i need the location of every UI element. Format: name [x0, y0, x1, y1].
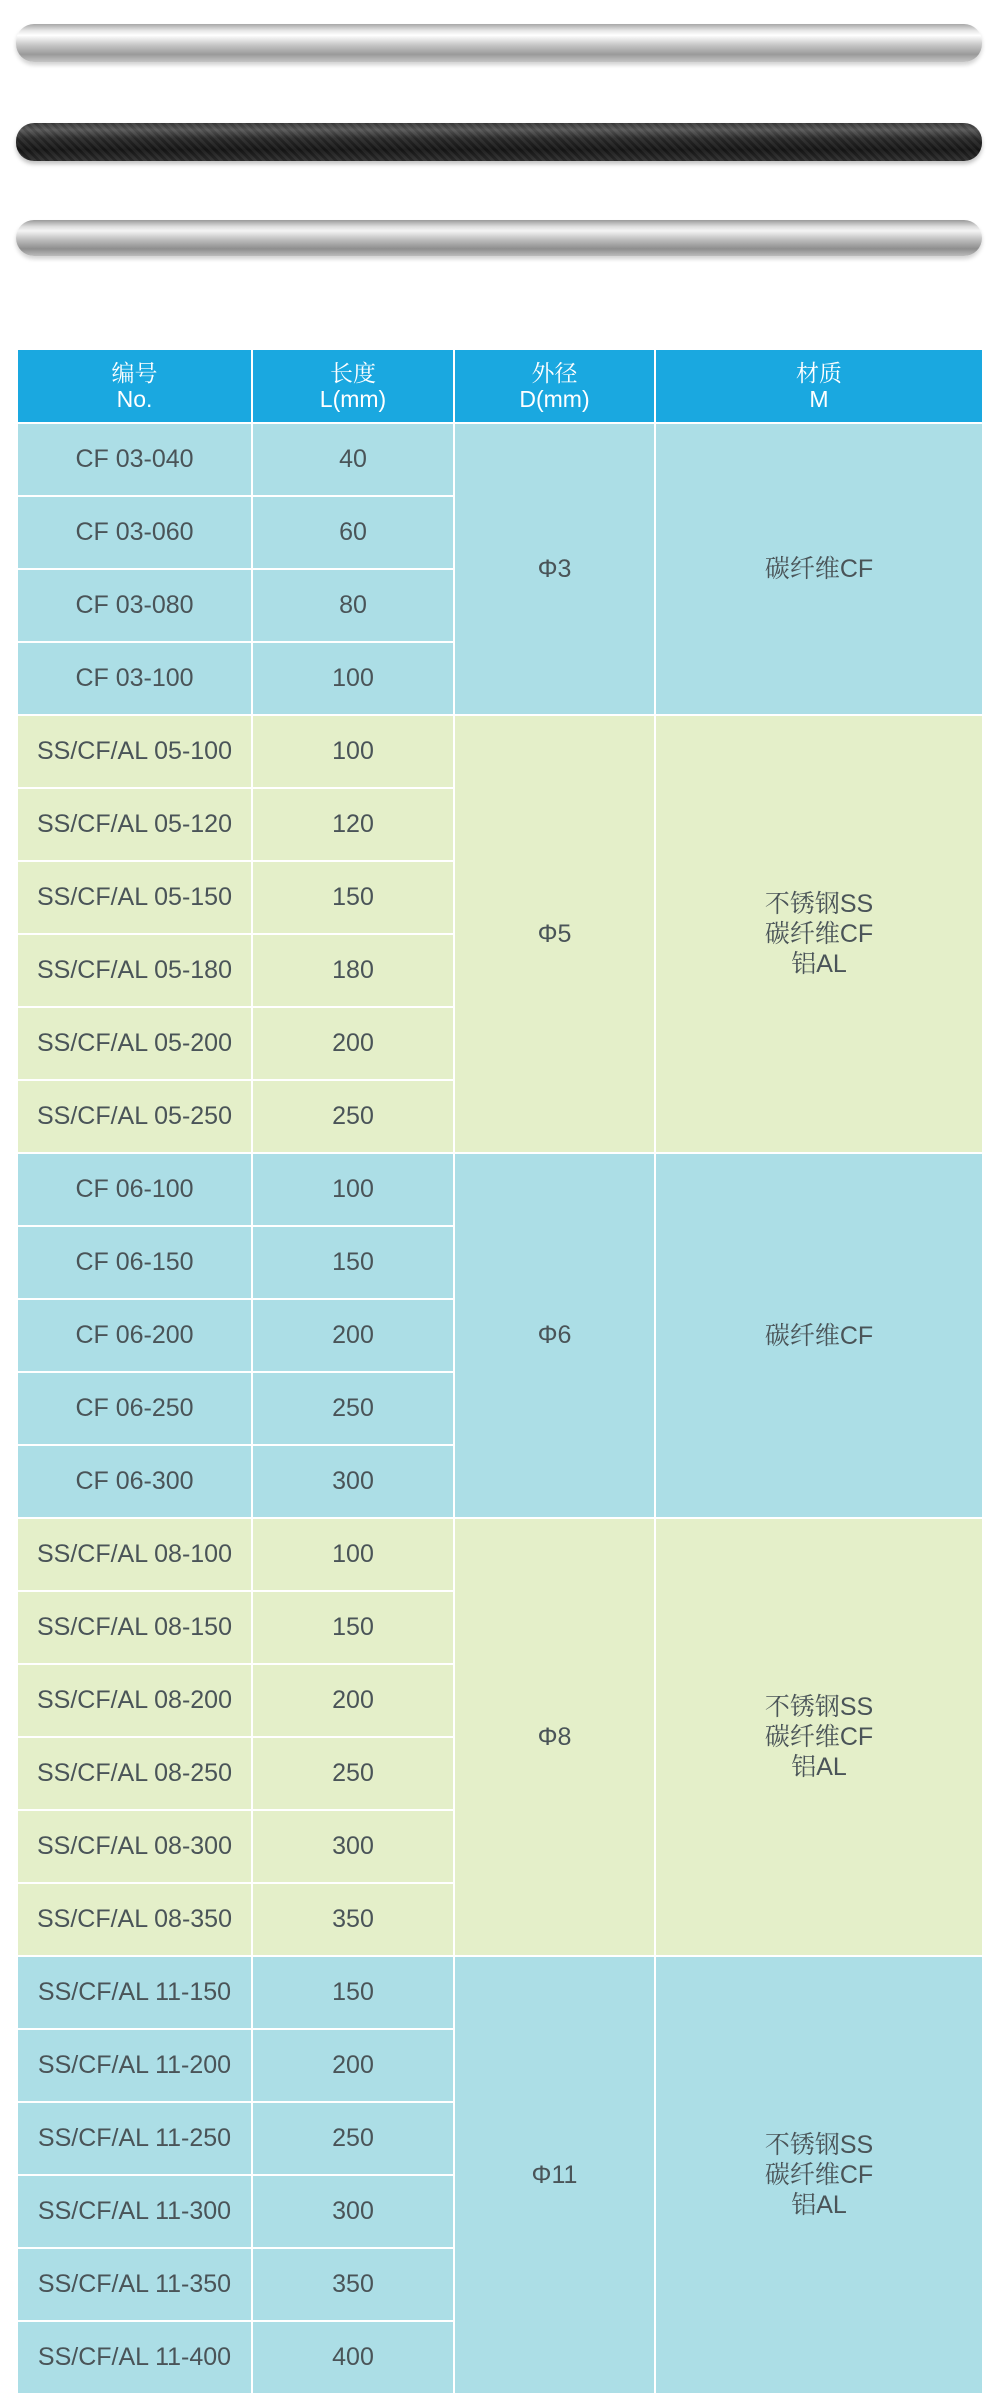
header-material [655, 349, 983, 423]
part-number-cell: SS/CF/AL 05-100 [17, 715, 252, 788]
length-cell: 150 [252, 1226, 454, 1299]
material-label: 碳纤维CF [764, 1723, 874, 1751]
diameter-cell: Φ11 [454, 1956, 655, 2394]
part-number-cell: SS/CF/AL 08-150 [17, 1591, 252, 1664]
part-number-cell: SS/CF/AL 05-250 [17, 1080, 252, 1153]
part-number-cell: SS/CF/AL 11-400 [17, 2321, 252, 2394]
table-row [17, 423, 983, 496]
material-label: 碳纤维CF [764, 1321, 874, 1350]
material-label: 碳纤维CF [764, 2161, 874, 2189]
part-number-cell: CF 06-150 [17, 1226, 252, 1299]
part-number-cell: SS/CF/AL 08-300 [17, 1810, 252, 1883]
length-cell: 180 [252, 934, 454, 1007]
part-number-cell: CF 06-300 [17, 1445, 252, 1518]
part-number-cell: CF 06-250 [17, 1372, 252, 1445]
length-cell: 100 [252, 1518, 454, 1591]
material-label: 碳纤维CF [764, 555, 874, 583]
part-number-cell: CF 06-200 [17, 1299, 252, 1372]
length-cell: 400 [252, 2321, 454, 2394]
part-number-cell: CF 06-100 [17, 1153, 252, 1226]
length-cell: 250 [252, 1737, 454, 1810]
length-cell: 200 [252, 1664, 454, 1737]
part-number-cell: SS/CF/AL 05-180 [17, 934, 252, 1007]
length-cell: 300 [252, 1445, 454, 1518]
length-cell: 200 [252, 1299, 454, 1372]
part-number-cell: CF 03-080 [17, 569, 252, 642]
part-number-cell: SS/CF/AL 11-350 [17, 2248, 252, 2321]
length-cell: 100 [252, 1153, 454, 1226]
part-number-cell: SS/CF/AL 08-100 [17, 1518, 252, 1591]
header-diameter-en: D(mm) [519, 386, 590, 412]
part-number-cell: SS/CF/AL 11-250 [17, 2102, 252, 2175]
material-label: 碳纤维CF [764, 920, 874, 948]
aluminum-rod-image [16, 24, 982, 62]
part-number-cell: SS/CF/AL 05-150 [17, 861, 252, 934]
length-cell: 80 [252, 569, 454, 642]
length-cell: 100 [252, 642, 454, 715]
length-cell: 60 [252, 496, 454, 569]
part-number-cell: SS/CF/AL 11-150 [17, 1956, 252, 2029]
diameter-cell: Φ3 [454, 423, 655, 715]
part-number-cell: SS/CF/AL 11-300 [17, 2175, 252, 2248]
part-number-cell: SS/CF/AL 08-200 [17, 1664, 252, 1737]
header-length-en: L(mm) [319, 386, 387, 412]
diameter-cell: Φ8 [454, 1518, 655, 1956]
header-length [252, 349, 454, 423]
material-label: 不锈钢SS [764, 2131, 874, 2159]
length-cell: 150 [252, 861, 454, 934]
length-cell: 300 [252, 2175, 454, 2248]
diameter-cell: Φ6 [454, 1153, 655, 1518]
part-number-cell: SS/CF/AL 05-200 [17, 1007, 252, 1080]
length-cell: 300 [252, 1810, 454, 1883]
length-cell: 200 [252, 1007, 454, 1080]
table-row [17, 1153, 983, 1226]
table-row [17, 1518, 983, 1591]
material-label: 铝AL [791, 1753, 847, 1781]
header-length-cn: 长度 [330, 360, 376, 386]
length-cell: 250 [252, 1372, 454, 1445]
header-no-en: No. [116, 386, 153, 412]
material-label: 不锈钢SS [764, 890, 874, 918]
part-number-cell: SS/CF/AL 05-120 [17, 788, 252, 861]
part-number-cell: SS/CF/AL 08-350 [17, 1883, 252, 1956]
material-cell [655, 715, 983, 1153]
length-cell: 150 [252, 1956, 454, 2029]
material-label: 不锈钢SS [764, 1693, 874, 1721]
header-material-cn: 材质 [796, 360, 842, 386]
part-number-cell: CF 03-100 [17, 642, 252, 715]
table-row [17, 1956, 983, 2029]
table-header-row [17, 349, 983, 423]
header-diameter [454, 349, 655, 423]
material-cell [655, 1956, 983, 2394]
header-diameter-cn: 外径 [531, 360, 578, 386]
length-cell: 100 [252, 715, 454, 788]
length-cell: 40 [252, 423, 454, 496]
part-number-cell: CF 03-040 [17, 423, 252, 496]
length-cell: 200 [252, 2029, 454, 2102]
diameter-cell: Φ5 [454, 715, 655, 1153]
length-cell: 150 [252, 1591, 454, 1664]
length-cell: 250 [252, 2102, 454, 2175]
material-label: 铝AL [791, 950, 847, 978]
carbon-fiber-rod-image [16, 123, 982, 161]
length-cell: 350 [252, 2248, 454, 2321]
length-cell: 250 [252, 1080, 454, 1153]
material-cell [655, 1518, 983, 1956]
part-number-cell: CF 03-060 [17, 496, 252, 569]
header-no [17, 349, 252, 423]
part-number-cell: SS/CF/AL 11-200 [17, 2029, 252, 2102]
header-no-cn: 编号 [111, 360, 158, 386]
header-material-en: M [809, 386, 829, 412]
material-cell [655, 423, 983, 715]
table-row [17, 715, 983, 788]
length-cell: 350 [252, 1883, 454, 1956]
stainless-steel-rod-image [16, 220, 982, 256]
part-number-cell: SS/CF/AL 08-250 [17, 1737, 252, 1810]
material-label: 铝AL [791, 2191, 847, 2219]
material-cell [655, 1153, 983, 1518]
length-cell: 120 [252, 788, 454, 861]
spec-table [16, 348, 984, 2395]
